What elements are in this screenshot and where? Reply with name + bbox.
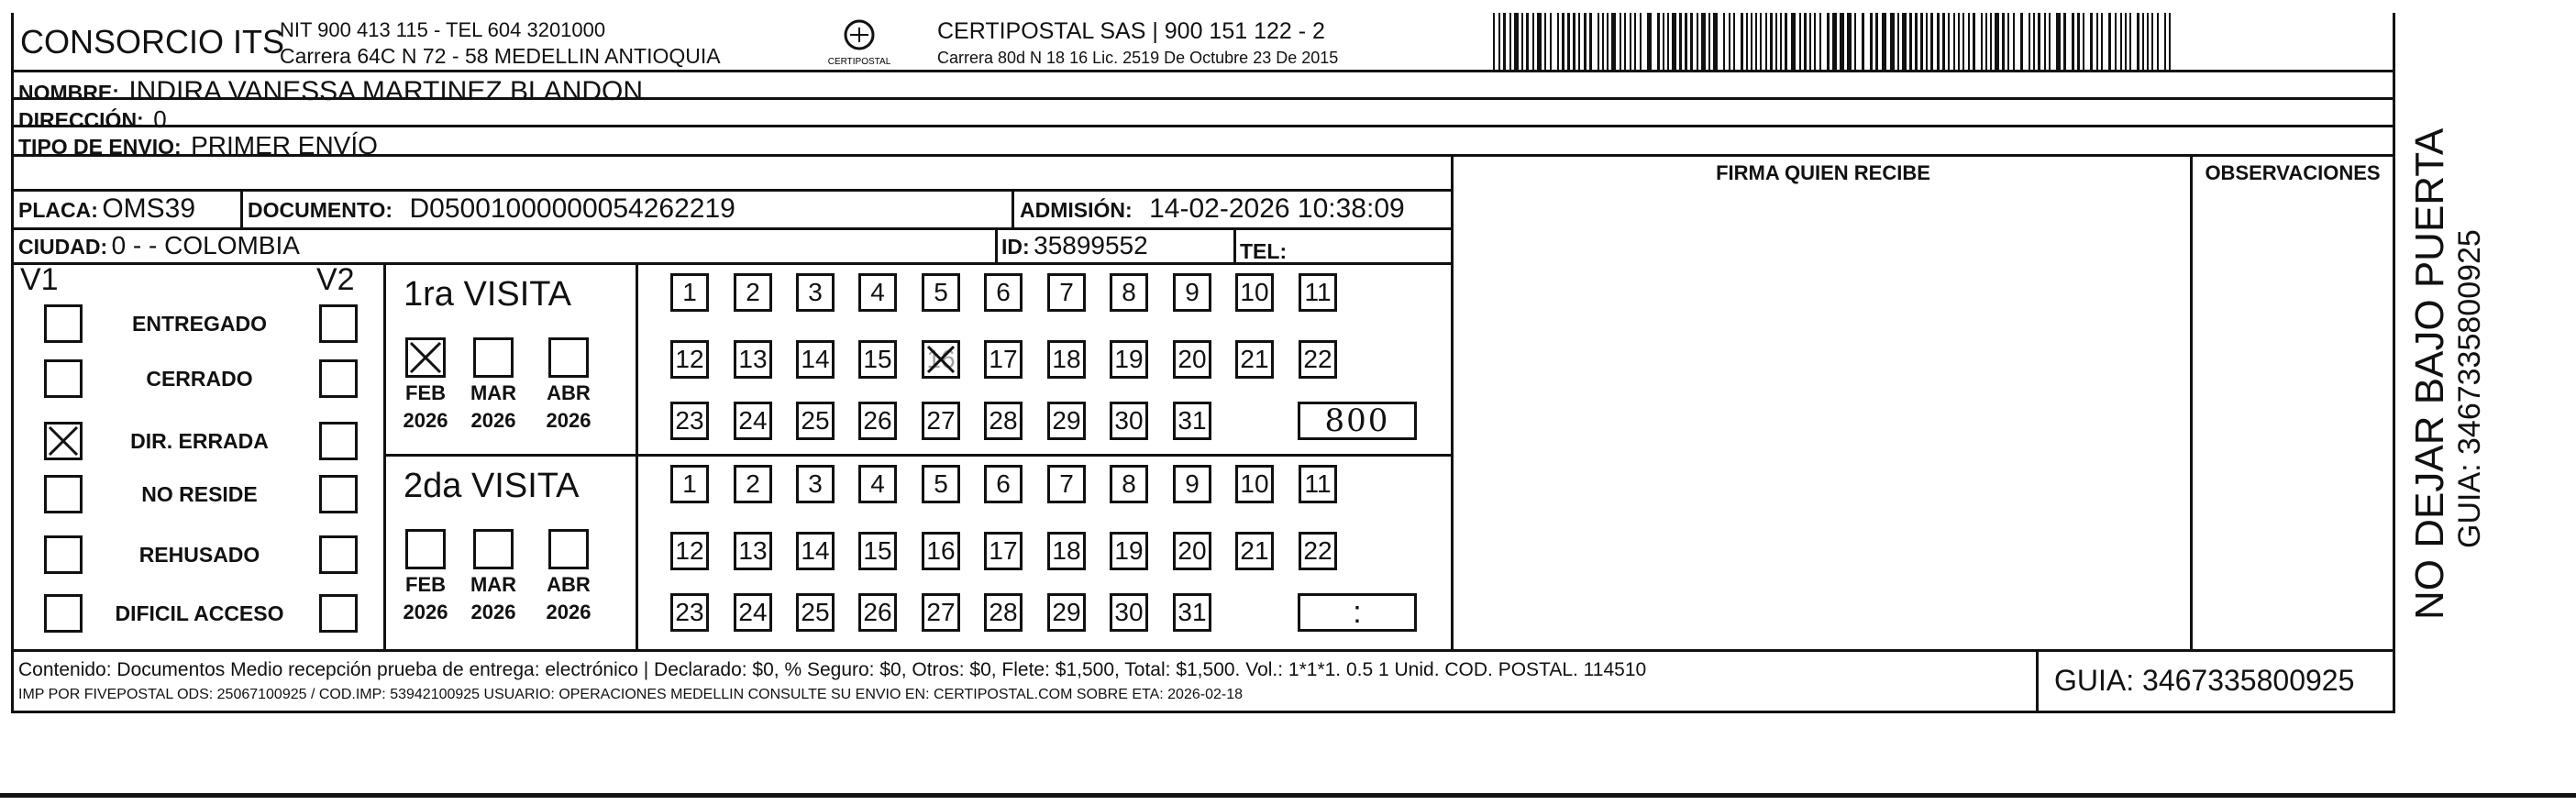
visit-day-box[interactable] (1047, 402, 1086, 440)
v1-label: V1 (20, 262, 59, 297)
visit-day-box[interactable] (1173, 340, 1211, 379)
visit-day-number: 11 (1304, 469, 1332, 498)
visit-year-label: 2026 (546, 601, 591, 623)
visit-day-box[interactable] (796, 593, 835, 632)
visit-time-value: : (1353, 594, 1362, 630)
status-v1-checkbox[interactable] (44, 475, 83, 513)
carrier-line2: Carrera 80d N 18 16 Lic. 2519 De Octubre 23 De 2015 (937, 49, 1339, 67)
visit-day-box[interactable] (796, 532, 835, 570)
visit-day-box[interactable] (1173, 532, 1211, 570)
status-v2-checkbox[interactable] (319, 422, 358, 460)
visit-year-label: 2026 (470, 409, 516, 432)
direccion-value: 0 (153, 105, 167, 133)
visit-day-box[interactable] (858, 340, 897, 379)
visit-day-box[interactable] (1110, 593, 1148, 632)
visit-day-number: 19 (1114, 536, 1144, 565)
status-v1-checkbox[interactable] (44, 594, 83, 633)
visit-day-box[interactable] (1110, 532, 1148, 570)
visit-month-label: ABR (547, 381, 591, 404)
visit-title: 1ra VISITA (404, 275, 572, 314)
visit-day-box[interactable] (858, 532, 897, 570)
visit-day-box[interactable] (1173, 273, 1211, 312)
side-no-dejar: NO DEJAR BAJO PUERTA (2407, 127, 2452, 620)
visit-day-number: 24 (738, 406, 768, 435)
visit-day-box[interactable] (1047, 273, 1086, 312)
visit-day-box[interactable] (1299, 273, 1337, 312)
status-v1-checkbox[interactable] (44, 422, 83, 460)
visit-day-number: 30 (1114, 598, 1144, 626)
visit-day-box[interactable] (670, 465, 709, 503)
visit-year-label: 2026 (546, 409, 591, 432)
visit-day-number: 12 (675, 536, 704, 565)
visit-day-box[interactable] (796, 273, 835, 312)
side-vertical-text (2408, 110, 2500, 623)
visit-day-box[interactable] (1047, 593, 1086, 632)
visit-day-box[interactable] (858, 402, 897, 440)
visit-month-checkbox[interactable] (473, 529, 514, 569)
visit-day-number: 21 (1240, 345, 1269, 373)
visit-day-number: 12 (675, 345, 704, 373)
status-v2-checkbox[interactable] (319, 304, 358, 343)
visit-month-checkbox[interactable] (473, 337, 514, 378)
visit-day-number: 26 (863, 598, 892, 626)
visit-month-label: ABR (547, 573, 591, 596)
visit-day-box[interactable] (1173, 402, 1211, 440)
visit-day-number: 6 (996, 278, 1011, 306)
visit-day-box[interactable] (734, 465, 772, 503)
visit-time-box[interactable] (1298, 593, 1417, 632)
visit-day-number: 18 (1052, 536, 1081, 565)
visit-day-box[interactable] (796, 340, 835, 379)
visit-day-box[interactable] (922, 340, 960, 379)
tipo-envio-value: PRIMER ENVÍO (191, 131, 378, 160)
visit-day-number: 17 (989, 345, 1018, 373)
placa-value: OMS39 (102, 193, 196, 224)
visit-day-box[interactable] (984, 593, 1023, 632)
visit-day-number: 22 (1303, 345, 1332, 373)
status-label: DIFICIL ACCESO (115, 601, 284, 625)
sender-name: CONSORCIO ITS (20, 23, 285, 61)
visit-day-number: 9 (1185, 278, 1200, 306)
status-label: DIR. ERRADA (130, 429, 269, 453)
tipo-envio-label: TIPO DE ENVIO: (18, 135, 182, 159)
visit-day-box[interactable] (670, 273, 709, 312)
visit-day-box[interactable] (734, 273, 772, 312)
visit-day-number: 25 (801, 598, 830, 626)
svg-text:CERTIPOSTAL: CERTIPOSTAL (827, 57, 891, 67)
visit-day-box[interactable] (984, 465, 1023, 503)
visit-day-number: 23 (675, 406, 704, 435)
ciudad-value: 0 - - COLOMBIA (111, 231, 300, 259)
visit-time-value: 800 (1324, 402, 1390, 439)
visit-day-number: 7 (1059, 469, 1074, 498)
visit-day-box[interactable] (1299, 340, 1337, 379)
visit-day-number: 30 (1114, 406, 1144, 435)
visit-day-number: 31 (1177, 406, 1207, 435)
visit-day-number: 2 (746, 469, 760, 498)
status-v2-checkbox[interactable] (319, 359, 358, 398)
visit-day-number: 8 (1122, 469, 1136, 498)
visit-day-number: 21 (1240, 536, 1269, 565)
visit-day-number: 22 (1303, 536, 1332, 565)
visit-day-number: 25 (801, 406, 830, 435)
visit-day-number: 29 (1052, 598, 1081, 626)
documento-value: D05001000000054262219 (409, 193, 735, 224)
visit-time-box[interactable] (1298, 402, 1417, 440)
documento-label: DOCUMENTO: (248, 198, 393, 222)
visit-year-label: 2026 (470, 601, 516, 623)
visit-month-checkbox[interactable] (548, 529, 589, 569)
id-value: 35899552 (1034, 231, 1148, 259)
visit-day-box[interactable] (1047, 340, 1086, 379)
visit-day-box[interactable] (1235, 273, 1274, 312)
footer-imp: IMP POR FIVEPOSTAL ODS: 25067100925 / COD.IMP: 53942100925 USUARIO: OPERACIONES MEDELLIN CONSULTE SU ENVIO EN: CERTIPOSTAL.COM SOBRE ETA: 2026-02-18 (18, 687, 1243, 702)
visit-day-box[interactable] (796, 465, 835, 503)
visit-month-checkbox[interactable] (405, 529, 446, 569)
firma-header: FIRMA QUIEN RECIBE (1716, 161, 1930, 184)
visit-day-box[interactable] (858, 593, 897, 632)
status-v2-checkbox[interactable] (319, 475, 358, 513)
visit-day-number: 5 (934, 469, 948, 498)
carrier-line1: CERTIPOSTAL SAS | 900 151 122 - 2 (937, 18, 1325, 44)
side-guia: GUIA: 3467335800925 (2452, 229, 2487, 548)
visit-day-number: 28 (989, 598, 1018, 626)
visit-day-number: 7 (1059, 278, 1074, 306)
visit-day-number: 18 (1052, 345, 1081, 373)
v2-label: V2 (316, 262, 355, 297)
visit-year-label: 2026 (403, 409, 448, 432)
visit-day-box[interactable] (734, 402, 772, 440)
status-v1-checkbox[interactable] (44, 535, 83, 574)
visit-day-box[interactable] (984, 273, 1023, 312)
admision-label: ADMISIÓN: (1020, 198, 1133, 222)
visit-day-box[interactable] (922, 402, 960, 440)
visit-day-box[interactable] (984, 340, 1023, 379)
visit-month-label: MAR (470, 381, 517, 404)
visit-day-number: 26 (863, 406, 892, 435)
visit-day-box[interactable] (922, 465, 960, 503)
direccion-label: DIRECCIÓN: (18, 108, 144, 132)
visit-day-number: 23 (675, 598, 704, 626)
visit-day-number: 10 (1240, 469, 1269, 498)
footer-guia: GUIA: 3467335800925 (2054, 664, 2355, 697)
observaciones-header: OBSERVACIONES (2205, 161, 2381, 184)
visit-day-box[interactable] (922, 532, 960, 570)
visit-day-box[interactable] (1110, 465, 1148, 503)
visit-day-box[interactable] (1235, 532, 1274, 570)
visit-day-number: 20 (1177, 536, 1207, 565)
visit-day-box[interactable] (1299, 465, 1337, 503)
visit-day-box[interactable] (1173, 465, 1211, 503)
visit-day-box[interactable] (734, 593, 772, 632)
bottom-rule (0, 793, 2576, 798)
visit-day-number: 20 (1177, 345, 1207, 373)
visit-day-box[interactable] (670, 532, 709, 570)
admision-value: 14-02-2026 10:38:09 (1149, 193, 1405, 224)
visit-day-box[interactable] (670, 402, 709, 440)
visit-day-number: 15 (863, 536, 892, 565)
status-v1-checkbox[interactable] (44, 359, 83, 398)
visit-day-box[interactable] (670, 340, 709, 379)
status-v2-checkbox[interactable] (319, 594, 358, 633)
visit-day-box[interactable] (1235, 465, 1274, 503)
visit-day-number: 16 (926, 536, 956, 565)
status-v2-checkbox[interactable] (319, 535, 358, 574)
visit-day-number: 14 (801, 345, 830, 373)
visit-day-box[interactable] (734, 340, 772, 379)
visit-day-number: 31 (1177, 598, 1207, 626)
visit-day-number: 10 (1240, 278, 1269, 306)
visit-day-number: 27 (926, 598, 956, 626)
visit-day-box[interactable] (984, 402, 1023, 440)
visit-day-number: 1 (682, 278, 697, 306)
visit-day-number: 16 (926, 345, 956, 373)
visit-day-number: 24 (738, 598, 768, 626)
visit-month-checkbox[interactable] (548, 337, 589, 378)
visit-day-number: 3 (808, 469, 823, 498)
visit-day-number: 13 (738, 345, 768, 373)
status-v1-checkbox[interactable] (44, 304, 83, 343)
sender-line2: Carrera 64C N 72 - 58 MEDELLIN ANTIOQUIA (280, 44, 721, 68)
visit-day-box[interactable] (922, 273, 960, 312)
status-label: CERRADO (146, 367, 253, 391)
visit-day-box[interactable] (1299, 532, 1337, 570)
visit-day-box[interactable] (1047, 532, 1086, 570)
visit-day-number: 11 (1304, 278, 1332, 306)
visit-day-number: 5 (934, 278, 948, 306)
visit-day-number: 3 (808, 278, 823, 306)
visit-year-label: 2026 (403, 601, 448, 623)
visit-day-box[interactable] (1235, 340, 1274, 379)
visit-day-number: 13 (738, 536, 768, 565)
status-label: ENTREGADO (132, 312, 267, 336)
visit-day-number: 28 (989, 406, 1018, 435)
visit-day-box[interactable] (670, 593, 709, 632)
visit-day-number: 15 (863, 345, 892, 373)
nombre-label: NOMBRE: (18, 81, 119, 105)
status-label: REHUSADO (138, 543, 260, 567)
visit-month-checkbox[interactable] (405, 337, 446, 378)
visit-day-box[interactable] (796, 402, 835, 440)
placa-label: PLACA: (18, 198, 98, 222)
tel-label: TEL: (1240, 239, 1288, 263)
visit-day-box[interactable] (858, 465, 897, 503)
visit-day-box[interactable] (1047, 465, 1086, 503)
visit-day-number: 19 (1114, 345, 1144, 373)
status-label: NO RESIDE (141, 482, 258, 506)
visit-day-number: 14 (801, 536, 830, 565)
visit-month-label: MAR (470, 573, 517, 596)
footer-contents: Contenido: Documentos Medio recepción prueba de entrega: electrónico | Declarado: $0, % Seguro: $0, Otros: $0, Flete: $1,500, Total: $1,500. Vol.: 1*1*1. 0.5 1 Unid. COD. POSTAL. 114510 (18, 659, 1647, 680)
visit-day-number: 1 (682, 469, 697, 498)
visit-month-label: FEB (405, 573, 446, 596)
visit-day-box[interactable] (1110, 340, 1148, 379)
visit-day-number: 9 (1185, 469, 1200, 498)
sender-line1: NIT 900 413 115 - TEL 604 3201000 (280, 18, 606, 41)
visit-day-box[interactable] (858, 273, 897, 312)
visit-day-number: 6 (996, 469, 1011, 498)
visit-day-number: 27 (926, 406, 956, 435)
nombre-value: INDIRA VANESSA MARTINEZ BLANDON (128, 76, 644, 106)
visit-day-box[interactable] (1110, 273, 1148, 312)
visit-day-box[interactable] (1110, 402, 1148, 440)
visit-day-number: 4 (870, 469, 885, 498)
visit-day-number: 17 (989, 536, 1018, 565)
visit-day-number: 4 (870, 278, 885, 306)
ciudad-label: CIUDAD: (18, 235, 108, 259)
visit-month-label: FEB (405, 381, 446, 404)
visit-day-box[interactable] (1173, 593, 1211, 632)
visit-title: 2da VISITA (404, 467, 580, 505)
visit-day-number: 29 (1052, 406, 1081, 435)
visit-day-box[interactable] (734, 532, 772, 570)
visit-day-number: 8 (1122, 278, 1136, 306)
visit-day-number: 2 (746, 278, 760, 306)
visit-day-box[interactable] (984, 532, 1023, 570)
visit-day-box[interactable] (922, 593, 960, 632)
id-label: ID: (1001, 235, 1030, 259)
